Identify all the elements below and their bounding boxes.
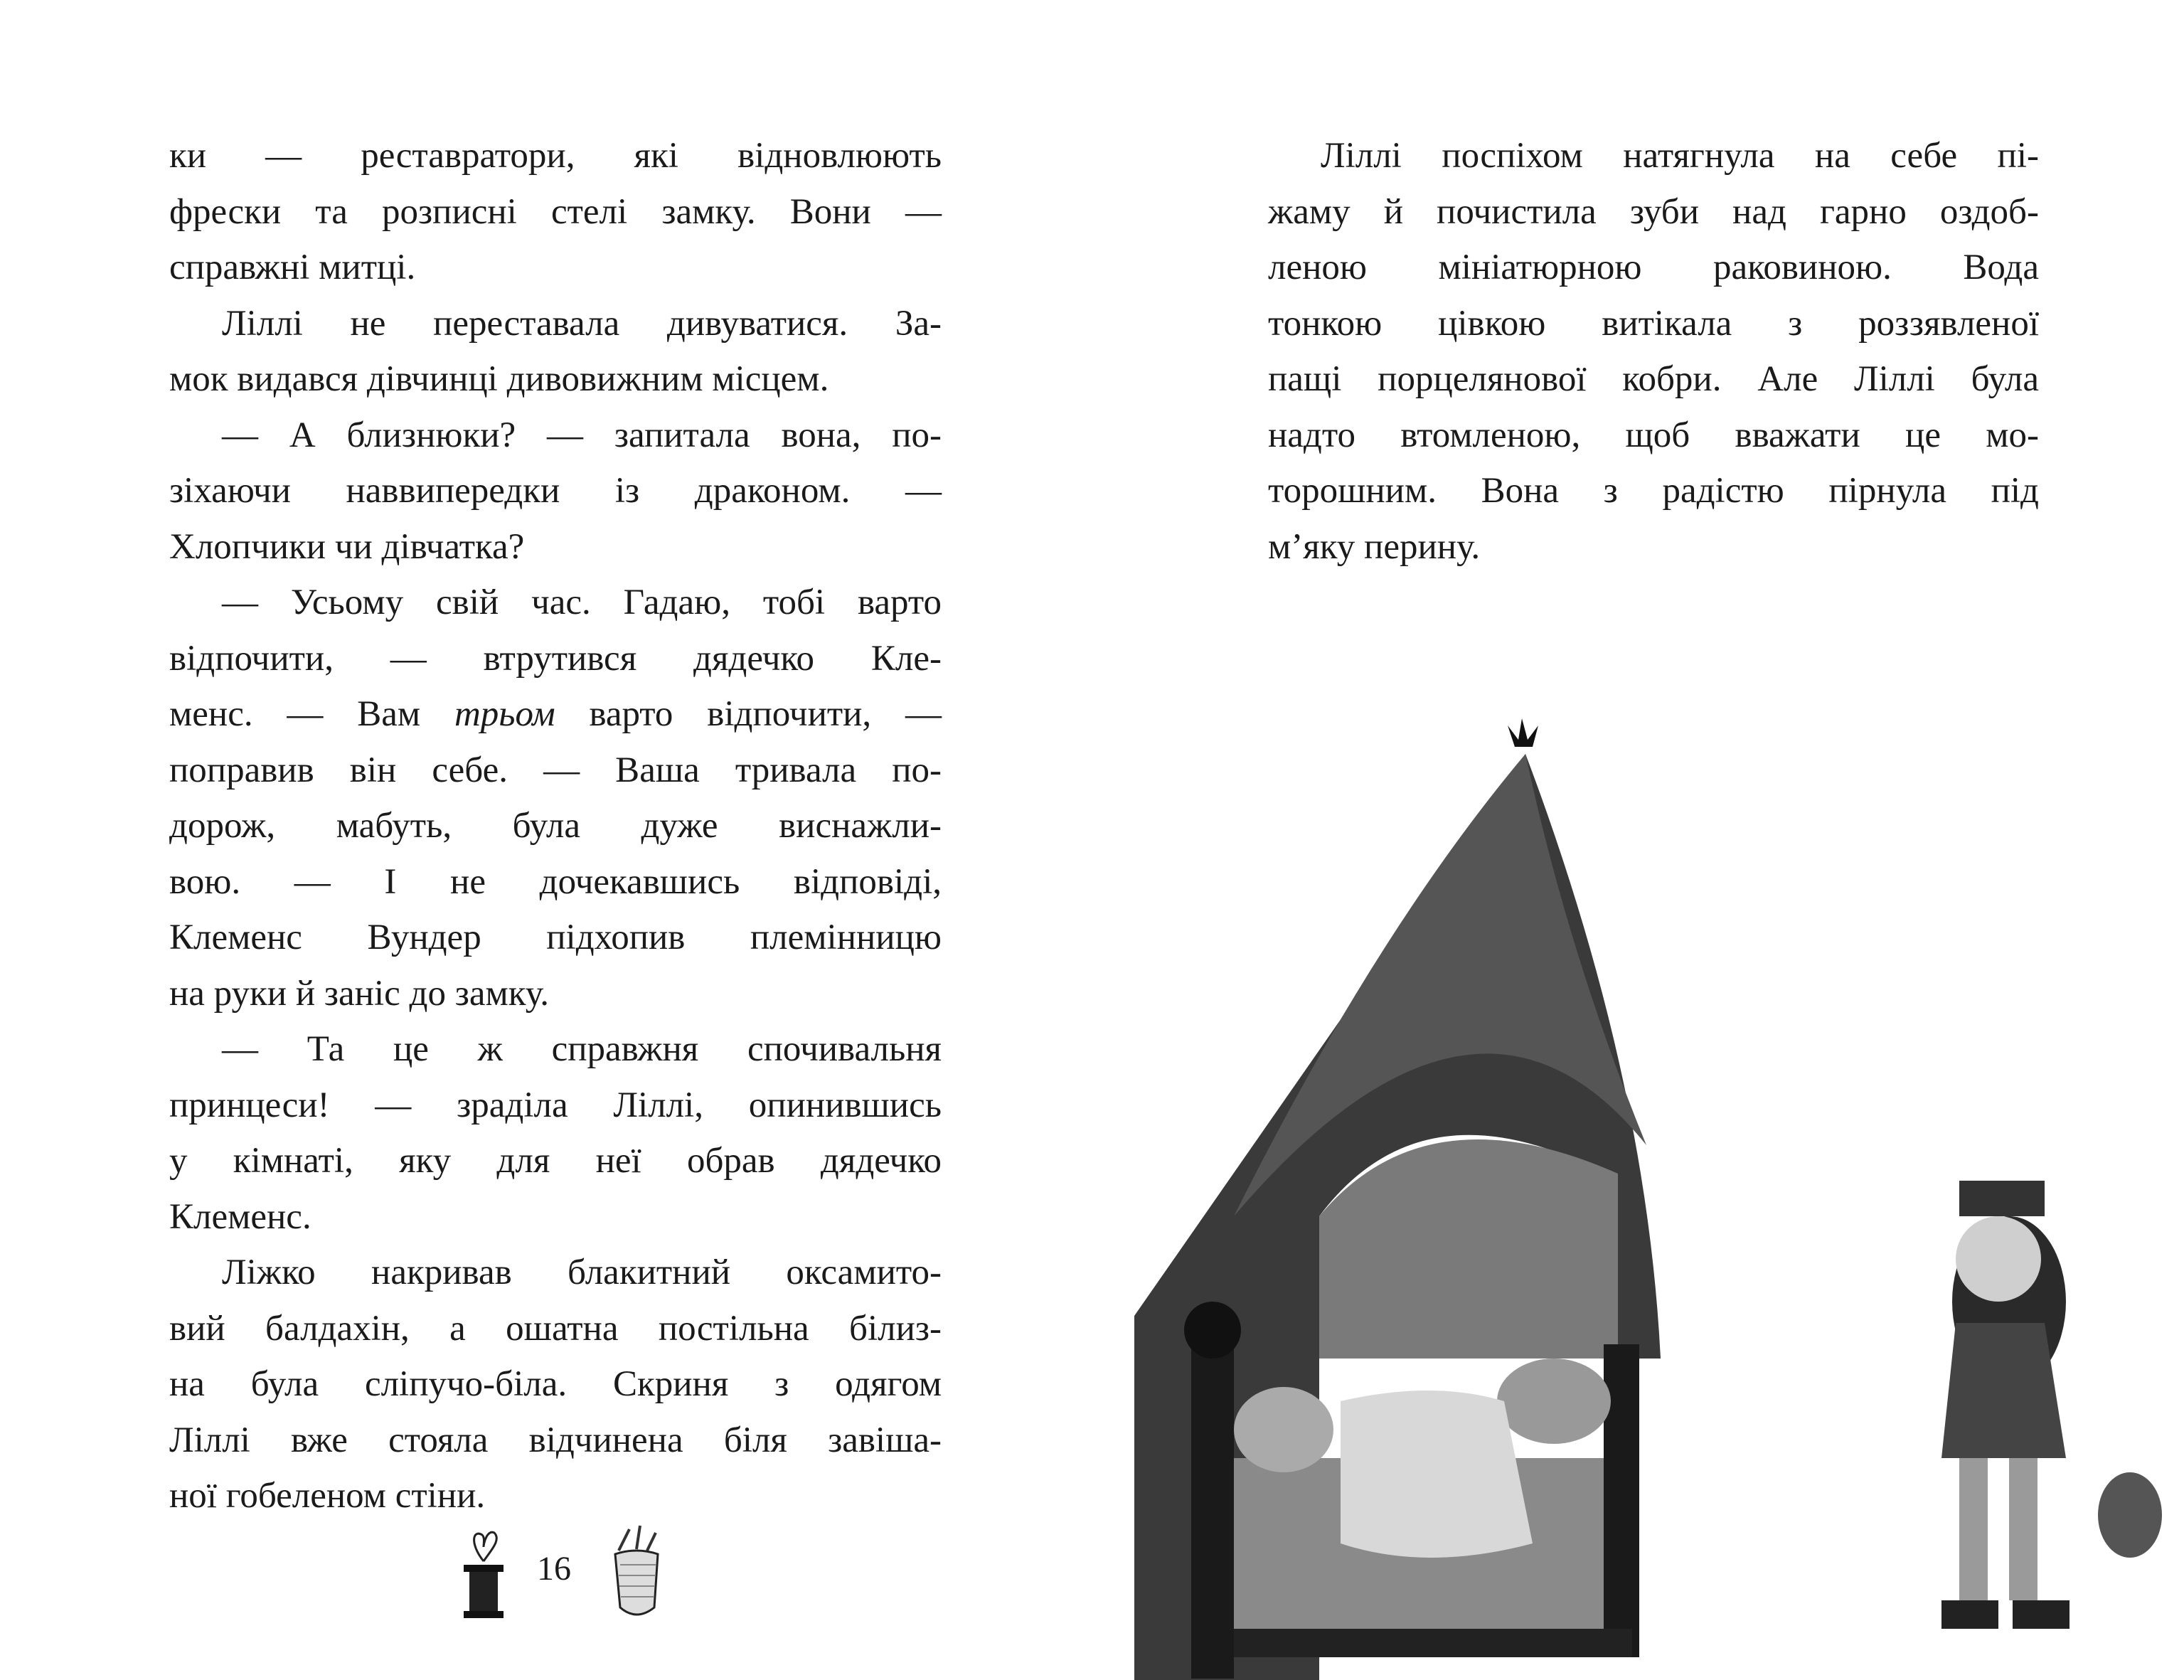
text-line: м’яку перину. — [1268, 526, 1481, 567]
text-line — [169, 686, 942, 743]
text-line: на була сліпучо-біла. Скриня з одягом — [169, 1364, 942, 1404]
text-line: пащі порцелянової кобри. Але Ліллі була — [1268, 359, 2039, 399]
text-line: Хлопчики чи дівчатка? — [169, 526, 525, 567]
text-line: поправив він себе. — Ваша тривала по- — [169, 750, 942, 790]
text-line: жаму й почистила зуби над гарно оздоб- — [1268, 191, 2039, 232]
text-line: надто втомленою, щоб вважати це мо- — [1268, 415, 2039, 455]
text-line: Ліжко накривав блакитний оксамито- — [222, 1253, 942, 1292]
text-line: Ліллі не переставала дивуватися. За- — [222, 303, 942, 344]
text-line: вий балдахін, а ошатна постільна білиз- — [169, 1308, 942, 1349]
text-line: леною мініатюрною раковиною. Вода — [1268, 248, 2039, 287]
page-number: 16 — [537, 1550, 571, 1588]
text-line: вою. — І не дочекавшись відповіді, — [169, 861, 942, 902]
girl-figure — [1941, 1181, 2162, 1629]
text-line: — Та це ж справжня спочивальня — [222, 1029, 942, 1069]
text-line: Ліллі вже стояла відчинена біля завіша- — [169, 1420, 942, 1460]
text-line: — Усьому свій час. Гадаю, тобі варто — [222, 583, 942, 622]
text-line: торошним. Вона з радістю пірнула під — [1268, 471, 2039, 511]
text-line: на руки й заніс до замку. — [169, 973, 549, 1014]
text-line: тонкою цівкою витікала з роззявленої — [1268, 303, 2039, 344]
text-line: Клеменс. — [169, 1196, 311, 1237]
left-page-text — [169, 128, 942, 1524]
text-line: ної гобеленом стіни. — [169, 1476, 486, 1516]
canopy-bed-illustration — [1106, 718, 2184, 1680]
thread-spool-icon — [455, 1522, 512, 1622]
italic-text: трьом — [454, 694, 555, 734]
text-line: фрески та розписні стелі замку. Вони — — [169, 191, 942, 232]
text-line: у кімнаті, яку для неї обрав дядечко — [169, 1141, 942, 1181]
text-line: принцеси! — зраділа Ліллі, опинившись — [169, 1085, 942, 1125]
sewing-basket-icon — [604, 1522, 668, 1622]
text-segment: варто відпочити, — — [555, 694, 942, 734]
text-line: зіхаючи наввипередки із драконом. — — [169, 471, 942, 511]
text-line: дорож, мабуть, була дуже виснажли- — [169, 806, 942, 846]
text-line: мок видався дівчинці дивовижним місцем. — [169, 359, 829, 399]
text-line: ки — реставратори, які відновлюють — [169, 136, 942, 176]
text-line: справжні митці. — [169, 248, 416, 287]
text-segment: менс. — Вам — [169, 694, 454, 734]
page-folio — [441, 1522, 676, 1622]
right-page-text — [1268, 128, 2039, 575]
text-line: Ліллі поспіхом натягнула на себе пі- — [1321, 136, 2039, 176]
text-line: — А близнюки? — запитала вона, по- — [222, 415, 942, 455]
text-line: Клеменс Вундер підхопив племінницю — [169, 918, 942, 957]
text-line: відпочити, — втрутився дядечко Кле- — [169, 638, 942, 679]
